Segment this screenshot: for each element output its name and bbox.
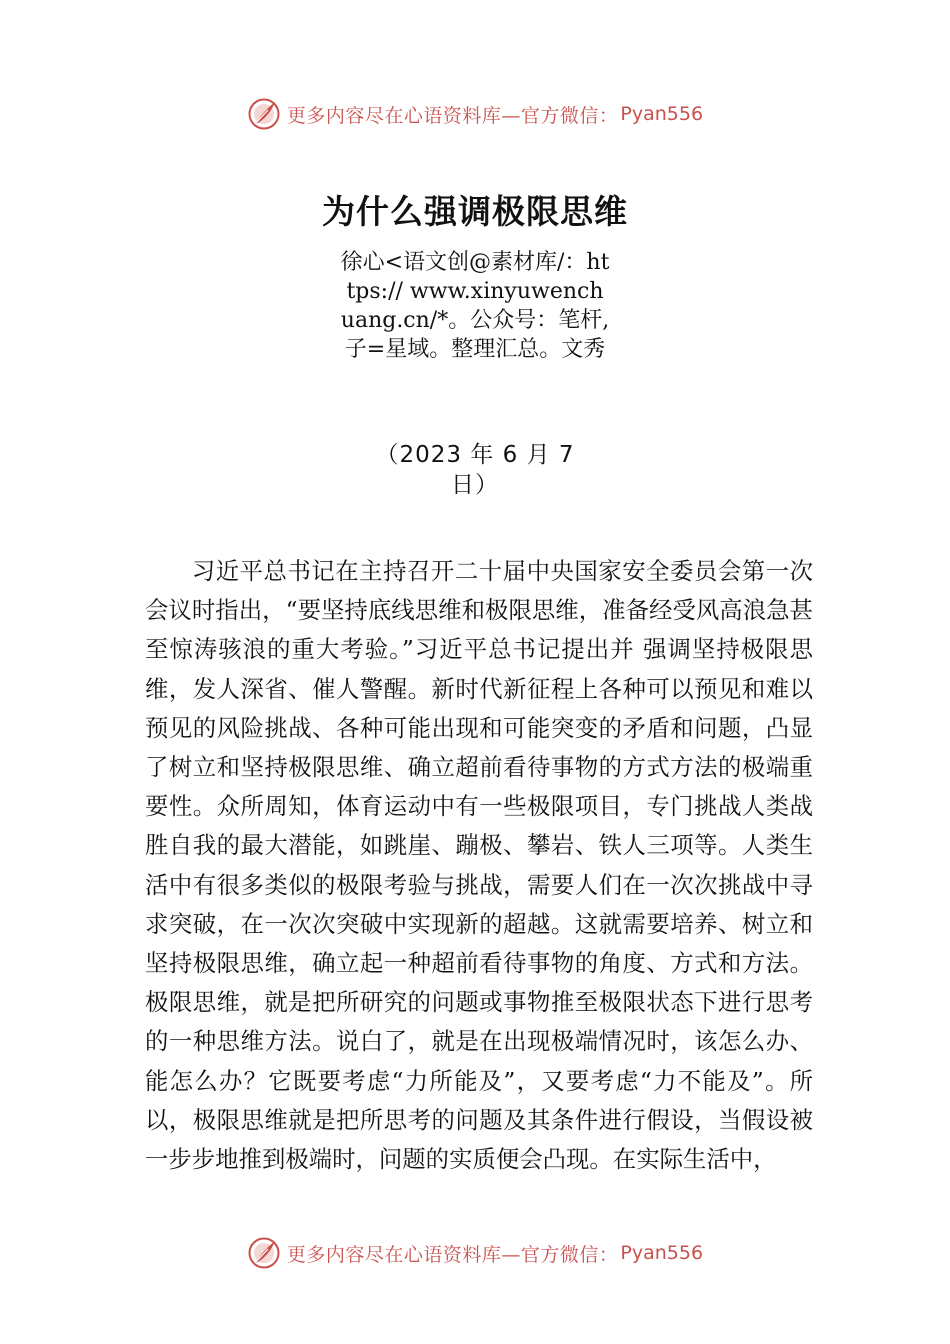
article-byline: 徐心<语文创@素材库/：https:// www.xinyuwenchuang.cn/*。公众号：笔杆,子=星域。整理汇总。文秀 bbox=[340, 250, 610, 362]
footer-banner-text: 更多内容尽在心语资料库—官方微信： bbox=[286, 1243, 619, 1266]
article-body-paragraph: 习近平总书记在主持召开二十届中央国家安全委员会第一次会议时指出，“要坚持底线思维和极限思维，准备经受风高浪急甚至惊涛骇浪的重大考验。”习近平总书记提出并 强调坚持极限思维，发人深省、催人警醒。新时代新征程上各种可以预见和难以预见的风险挑战、各种可能出现和可能突变的矛盾和问题，凸显了树立和坚持极限思维、确立超前看待事物的方式方法的极端重要性。众所周知，体育运动中有一些极限项目，专门挑战人类战胜自我的最大潜能，如跳崖、蹦极、攀岩、铁人三项等。人类生活中有很多类似的极限考验与挑战，需要人们在一次次挑战中寻求突破，在一次次突破中实现新的超越。这就需要培养、树立和坚持极限思维，确立起一种超前看待事物的角度、方式和方法。极限思维，就是把所研究的问题或事物推至极限状态下进行思考的一种思维方法。说白了，就是在出现极端情况时，该怎么办、能怎么办？它既要考虑“力所能及”，又要考虑“力不能及”。所以，极限思维就是把所思考的问题及其条件进行假设，当假设被一步步地推到极端时，问题的实质便会凸现。在实际生活中， bbox=[145, 557, 813, 1174]
footer-wechat-id: Pyan556 bbox=[620, 1242, 704, 1264]
header-wechat-id: Pyan556 bbox=[620, 103, 704, 125]
quill-pen-icon bbox=[247, 1236, 281, 1270]
article-title: 为什么强调极限思维 bbox=[322, 192, 628, 231]
article-date: （2023 年 6 月 7 日） bbox=[375, 442, 575, 498]
header-banner-text: 更多内容尽在心语资料库—官方微信： bbox=[286, 104, 619, 127]
quill-pen-icon bbox=[247, 97, 281, 131]
header-banner bbox=[0, 94, 950, 134]
footer-banner bbox=[0, 1233, 950, 1273]
